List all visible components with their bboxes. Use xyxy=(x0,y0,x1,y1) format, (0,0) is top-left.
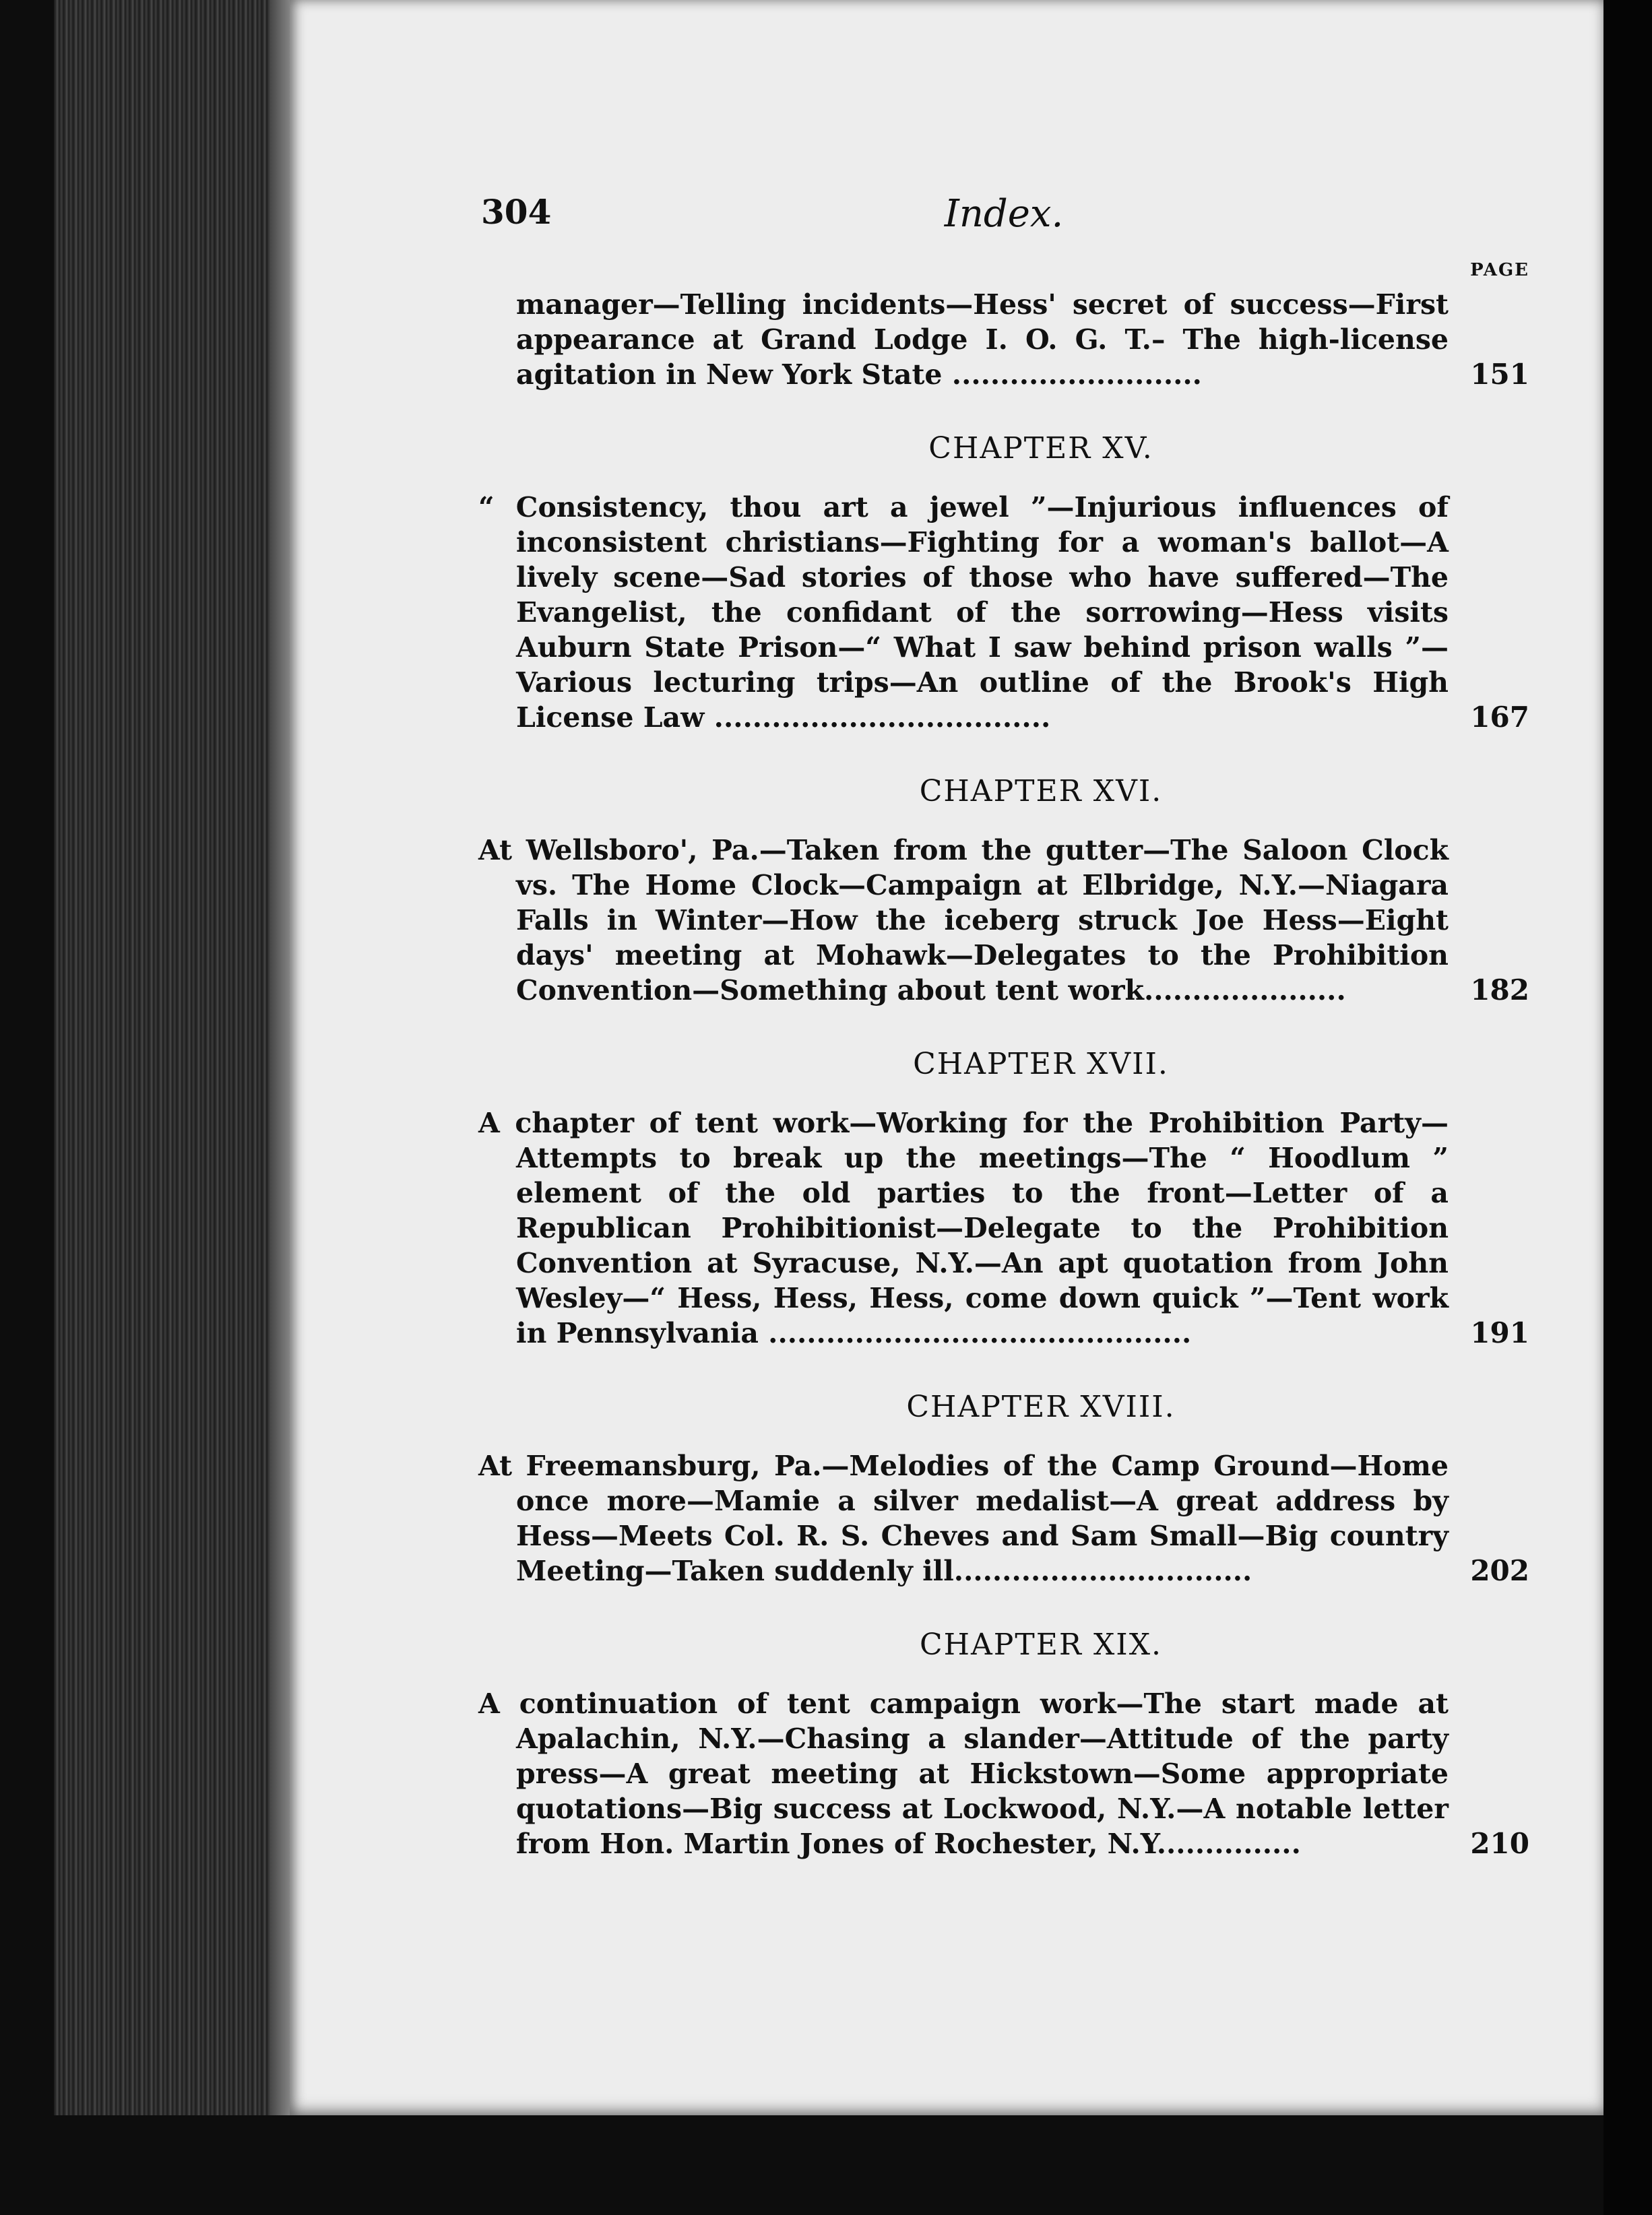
chapter-heading: CHAPTER XVII. xyxy=(913,1047,1169,1081)
index-entry xyxy=(478,490,1529,735)
stacked-page-edges xyxy=(54,0,296,2115)
entry-text: A chapter of tent work—Working for the Prohibition Party—Attempts to break up the meetings—The “ Hoodlum ” element of the old parties to the front—Letter of a Republican Prohibitionist—Delegate to the Prohibition Convention at Syracuse, N.Y.—An apt quotation from John Wesley—“ Hess, Hess, Hess, come down quick ”—Tent work in Pennsylvania ............................................ xyxy=(478,1107,1449,1349)
chapter-heading: CHAPTER XV. xyxy=(928,431,1153,466)
index-entry xyxy=(478,1105,1529,1351)
scan-border xyxy=(1603,0,1652,2215)
page-number: 304 xyxy=(481,192,552,232)
chapter-heading: CHAPTER XVIII. xyxy=(906,1390,1176,1424)
running-title: Index. xyxy=(944,192,1064,236)
entry-page-number: 151 xyxy=(1470,358,1529,391)
index-entry xyxy=(478,1686,1529,1861)
entry-page-number: 191 xyxy=(1470,1316,1529,1349)
entry-text: At Wellsboro', Pa.—Taken from the gutter—The Saloon Clock vs. The Home Clock—Campaign at Elbridge, N.Y.—Niagara Falls in Winter—How the iceberg struck Joe Hess—Eight days' meeting at Mohawk—Delegates to the Prohibition Convention—Something about tent work..................... xyxy=(478,834,1449,1006)
chapter-heading: CHAPTER XIX. xyxy=(919,1628,1162,1662)
index-entry xyxy=(478,287,1529,392)
entry-page-number: 210 xyxy=(1470,1827,1529,1860)
entry-text: At Freemansburg, Pa.—Melodies of the Camp Ground—Home once more—Mamie a silver medalist—A great address by Hess—Meets Col. R. S. Cheves and Sam Small—Big country Meeting—Taken suddenly ill............................... xyxy=(478,1450,1449,1587)
entry-page-number: 202 xyxy=(1470,1554,1529,1587)
entry-text: manager—Telling incidents—Hess' secret of success—First appearance at Grand Lodge I. O. G. T.– The high-license agitation in New York State .......................... xyxy=(516,288,1449,391)
entry-text: “ Consistency, thou art a jewel ”—Injurious influences of inconsistent christians—Fighting for a woman's ballot—A lively scene—Sad stories of those who have suffered—The Evangelist, the confidant of the sorrowing—Hess visits Auburn State Prison—“ What I saw behind prison walls ”—Various lecturing trips—An outline of the Brook's High License Law ................................... xyxy=(478,491,1449,734)
running-head xyxy=(478,192,1529,256)
index-entry xyxy=(478,1448,1529,1588)
entry-page-number: 167 xyxy=(1470,701,1529,734)
index-content xyxy=(478,192,1529,1861)
entry-page-number: 182 xyxy=(1470,973,1529,1006)
chapter-heading: CHAPTER XVI. xyxy=(919,774,1163,808)
index-entry xyxy=(478,833,1529,1008)
page-column-label: PAGE xyxy=(1470,260,1529,280)
entry-text: A continuation of tent campaign work—The start made at Apalachin, N.Y.—Chasing a slander—Attitude of the party press—A great meeting at Hickstown—Some appropriate quotations—Big success at Lockwood, N.Y.—A notable letter from Hon. Martin Jones of Rochester, N.Y............... xyxy=(478,1688,1449,1860)
